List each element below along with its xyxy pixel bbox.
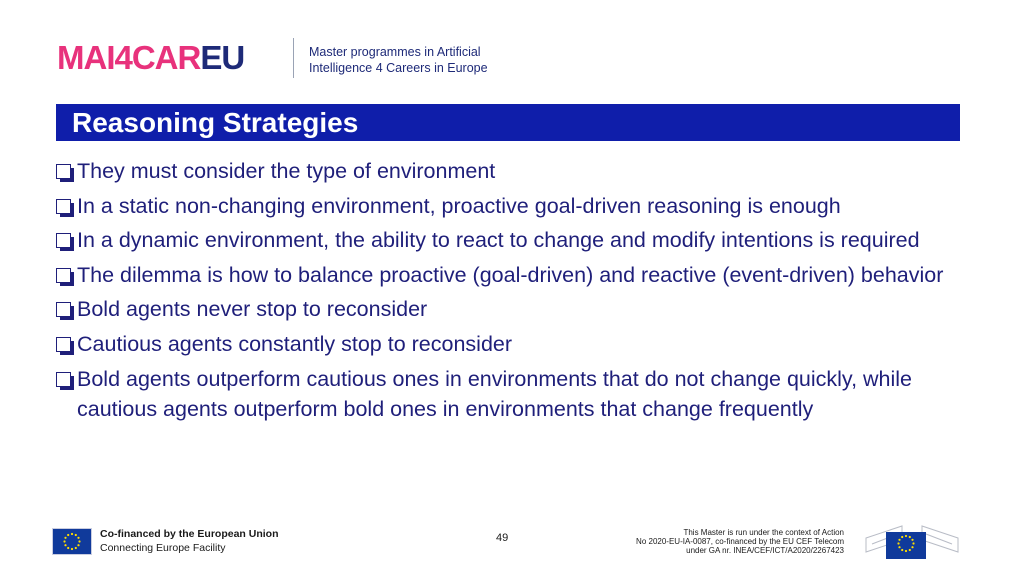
slide-title: Reasoning Strategies [72,107,359,138]
cofinanced-block [52,525,279,557]
tagline-line-1: Master programmes in Artificial [309,45,481,59]
bullet-item [56,329,956,359]
bullet-item [56,364,956,424]
eu-flag-icon [52,528,92,555]
bullet-text: Bold agents outperform cautious ones in environments that do not change quickly, while cautious agents outperform bold ones in environments that change frequently [77,366,913,421]
checkbox-bullet-icon [56,268,71,283]
checkbox-bullet-icon [56,199,71,214]
bullet-item [56,191,956,221]
checkbox-bullet-icon [56,372,71,387]
funding-disclaimer [636,528,844,555]
checkbox-bullet-icon [56,337,71,352]
bullet-item [56,294,956,324]
european-commission-logo-icon [862,512,962,560]
cofinanced-text [100,527,279,555]
bullet-text: Cautious agents constantly stop to reconsider [77,331,513,356]
disclaimer-line-3: under GA nr. INEA/CEF/ICT/A2020/2267423 [686,546,844,555]
disclaimer-line-2: No 2020-EU-IA-0087, co-financed by the EU CEF Telecom [636,537,844,546]
logo-text-secondary: EU [200,39,245,76]
bullet-text: Bold agents never stop to reconsider [77,297,428,322]
tagline-line-2: Intelligence 4 Careers in Europe [309,61,488,75]
checkbox-bullet-icon [56,302,71,317]
bullet-text: In a static non-changing environment, proactive goal-driven reasoning is enough [77,193,841,218]
disclaimer-line-1: This Master is run under the context of Action [683,528,844,537]
checkbox-bullet-icon [56,233,71,248]
bullet-item [56,260,956,290]
bullet-text: The dilemma is how to balance proactive (goal-driven) and reactive (event-driven) behavior [77,262,944,287]
bullet-item [56,156,956,186]
bullet-item [56,225,956,255]
bullet-text: In a dynamic environment, the ability to react to change and modify intentions is required [77,228,920,253]
cofinanced-line-2: Connecting Europe Facility [100,542,226,554]
page-number: 49 [496,532,509,544]
cofinanced-line-1: Co-financed by the European Union [100,528,279,540]
checkbox-bullet-icon [56,164,71,179]
mai4careu-logo [57,40,244,76]
bullet-list [56,156,956,428]
programme-tagline [309,44,488,76]
logo-text-primary: MAI4CAR [57,39,201,76]
bullet-text: They must consider the type of environment [77,159,496,183]
header-divider [293,38,294,78]
title-bar [56,104,960,141]
slide-header [0,0,1024,100]
